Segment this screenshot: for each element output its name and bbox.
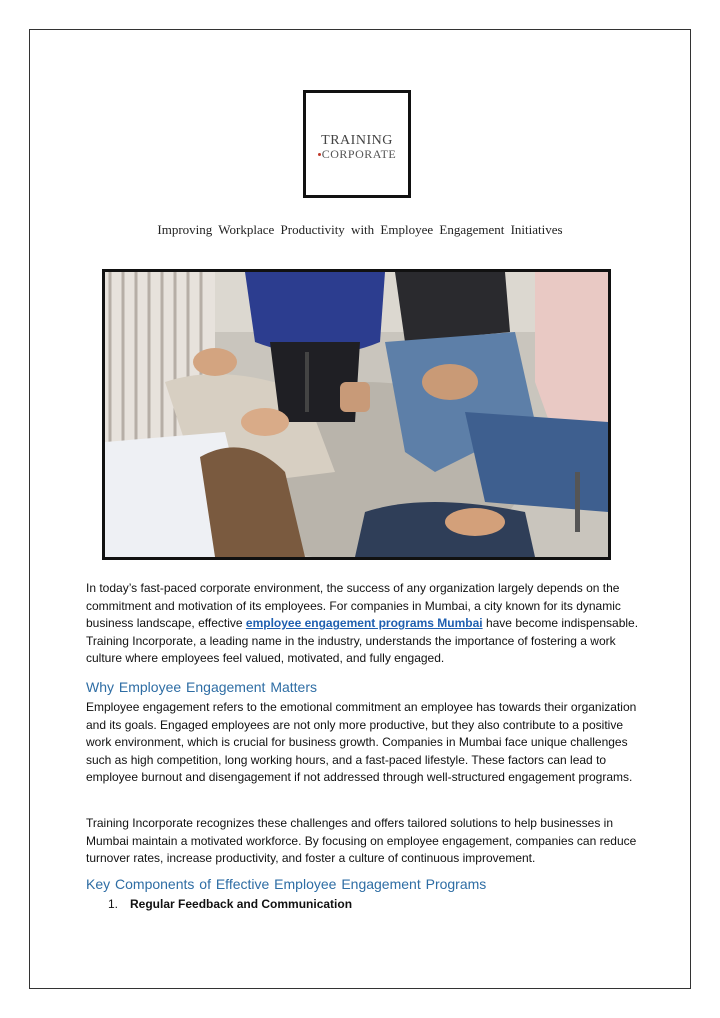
logo-text-corporate <box>318 148 397 160</box>
intro-paragraph <box>86 580 646 668</box>
company-logo <box>303 90 411 198</box>
section-heading-why-engagement: Why Employee Engagement Matters <box>86 679 317 695</box>
list-item-number: 1. <box>108 897 119 911</box>
training-incorporate-paragraph: Training Incorporate recognizes these challenges and offers tailored solutions to help businesses in Mumbai maintain a motivated workforce. By focusing on employee engagement, companies can reduce turnover rates, increase productivity, and foster a culture of continuous improvement. <box>86 816 637 866</box>
section-heading-key-components: Key Components of Effective Employee Engagement Programs <box>86 876 487 892</box>
logo-text-training: TRAINING <box>321 133 393 148</box>
intro-text-before-link: In today’s fast-paced corporate environment, the success of any organization largely depends on the commitment and motivation of its employees. For companies in Mumbai, a city known for its dynamic business landscape, effective <box>86 581 621 631</box>
logo-dot-icon <box>318 153 321 156</box>
list-item-label: Regular Feedback and Communication <box>130 897 353 911</box>
team-meeting-photo <box>102 269 611 560</box>
logo-text-corporate-label: CORPORATE <box>321 147 397 161</box>
intro-text-after-link: have become indispensable. Training Incorporate, a leading name in the industry, understands the importance of fostering a work culture where employees feel valued, motivated, and fully engaged. <box>86 616 639 666</box>
list-item <box>108 897 352 911</box>
document-title: Improving Workplace Productivity with Employee Engagement Initiatives <box>157 222 563 237</box>
engagement-definition-paragraph: Employee engagement refers to the emotional commitment an employee has towards their organization and its goals. Engaged employees are not only more productive, but they also contribute to a positive work environment, which is crucial for business growth. Companies in Mumbai face unique challenges such as high competition, long working hours, and a fast-paced lifestyle. These factors can lead to employee burnout and disengagement if not addressed through well-structured engagement programs. <box>86 700 637 785</box>
employee-engagement-link[interactable]: employee engagement programs Mumbai <box>245 616 483 631</box>
